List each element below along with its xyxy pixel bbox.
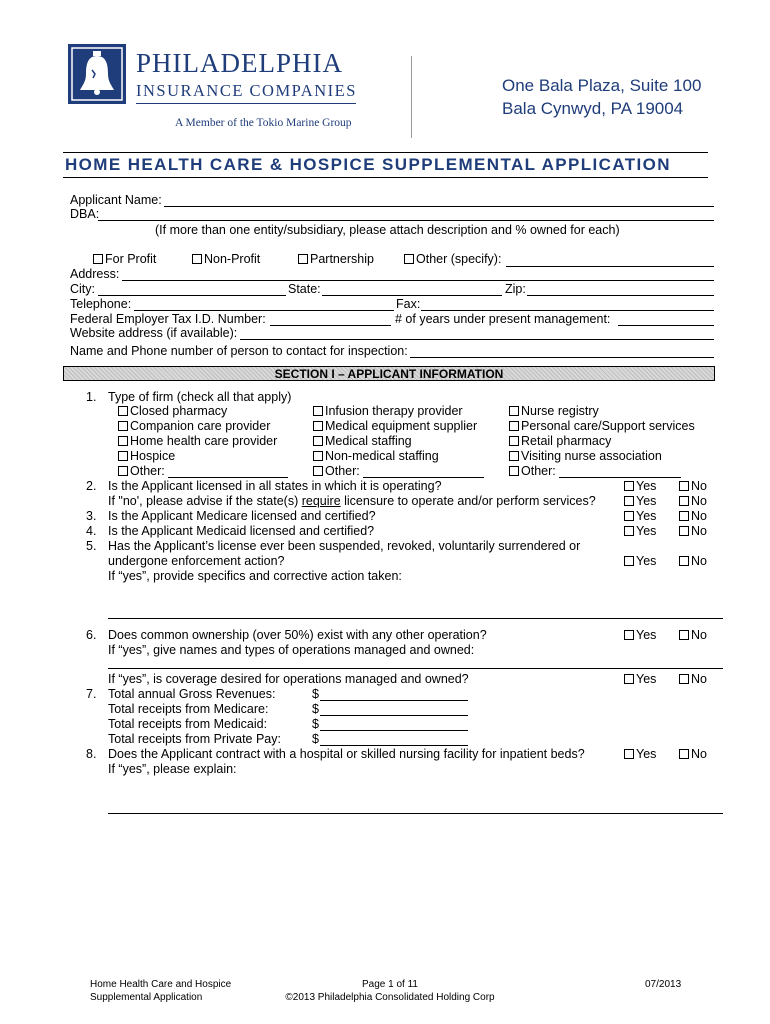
q7-number: 7. (86, 687, 97, 701)
q6-number: 6. (86, 628, 97, 642)
medical-staffing-label: Medical staffing (325, 434, 412, 448)
logo-tagline: A Member of the Tokio Marine Group (175, 117, 352, 129)
telephone-field[interactable] (134, 310, 394, 311)
q8-text: Does the Applicant contract with a hospital or skilled nursing facility for inpatient beds? (108, 747, 585, 761)
checkbox-box[interactable] (624, 630, 634, 640)
page-number: Page 1 of 11 (362, 979, 418, 990)
checkbox-box[interactable] (118, 421, 128, 431)
checkbox-box[interactable] (624, 556, 634, 566)
q3-yes-checkbox[interactable] (624, 509, 656, 523)
home-health-care-checkbox[interactable] (118, 434, 277, 448)
yes-label: Yes (636, 524, 657, 538)
for-profit-checkbox[interactable] (93, 252, 156, 266)
q5-subtext: If “yes”, provide specifics and corrective action taken: (108, 569, 402, 583)
no-label: No (691, 479, 707, 493)
footer-date: 07/2013 (645, 979, 682, 990)
q6-yes-checkbox[interactable] (624, 628, 656, 642)
checkbox-box[interactable] (313, 451, 323, 461)
liberty-bell-logo-icon (68, 44, 126, 104)
q3-number: 3. (86, 509, 97, 523)
applicant-name-field[interactable] (164, 206, 714, 207)
q2-sub-pre: If "no', please advise if the state(s) (108, 494, 302, 508)
q5-text-line1: Has the Applicant’s license ever been suspended, revoked, voluntarily surrendered or (108, 539, 581, 553)
fax-field[interactable] (421, 310, 714, 311)
closed-pharmacy-label: Closed pharmacy (130, 404, 228, 418)
q2-sub-post: licensure to operate and/or perform services? (340, 494, 596, 508)
yes-label: Yes (636, 747, 657, 761)
footer-left-line2: Supplemental Application (90, 992, 203, 1003)
state-field[interactable] (322, 295, 502, 296)
checkbox-box[interactable] (313, 406, 323, 416)
company-address-line2: Bala Cynwyd, PA 19004 (502, 99, 684, 118)
closed-pharmacy-checkbox[interactable] (118, 404, 227, 418)
q1-number: 1. (86, 390, 97, 404)
checkbox-box[interactable] (624, 749, 634, 759)
website-field[interactable] (240, 339, 714, 340)
contact-field[interactable] (410, 357, 714, 358)
other-entity-label: Other (specify): (416, 252, 502, 266)
q2b-no-checkbox[interactable] (679, 494, 707, 508)
dba-field[interactable] (98, 220, 714, 221)
zip-field[interactable] (527, 295, 714, 296)
checkbox-box[interactable] (509, 406, 519, 416)
q2-text: Is the Applicant licensed in all states in which it is operating? (108, 479, 442, 493)
checkbox-box[interactable] (679, 674, 689, 684)
medicare-receipts-label: Total receipts from Medicare: (108, 702, 269, 716)
home-health-care-label: Home health care provider (130, 434, 278, 448)
q6b-no-checkbox[interactable] (679, 672, 707, 686)
private-pay-receipts-label: Total receipts from Private Pay: (108, 732, 281, 746)
q2-yes-checkbox[interactable] (624, 479, 656, 493)
q6-subtext2: If “yes”, is coverage desired for operations managed and owned? (108, 672, 469, 686)
title-rule-top (63, 152, 708, 153)
fein-field[interactable] (270, 325, 391, 326)
logo (68, 44, 126, 107)
q2-sub-underlined: require (301, 494, 341, 508)
yes-label: Yes (636, 672, 657, 686)
q2-no-checkbox[interactable] (679, 479, 707, 493)
fein-label: Federal Employer Tax I.D. Number: (70, 312, 266, 326)
hospice-checkbox[interactable] (118, 449, 175, 463)
checkbox-box[interactable] (509, 466, 519, 476)
q5-no-checkbox[interactable] (679, 554, 707, 568)
companion-care-checkbox[interactable] (118, 419, 270, 433)
footer-left-line1: Home Health Care and Hospice (90, 979, 232, 990)
entity-note: (If more than one entity/subsidiary, please attach description and % owned for each) (155, 223, 620, 237)
years-mgmt-label: # of years under present management: (395, 312, 611, 326)
other-col2-checkbox[interactable] (313, 464, 360, 478)
visiting-nurse-checkbox[interactable] (509, 449, 662, 463)
no-label: No (691, 628, 707, 642)
no-label: No (691, 494, 707, 508)
q8-no-checkbox[interactable] (679, 747, 707, 761)
checkbox-box[interactable] (192, 254, 202, 264)
no-label: No (691, 672, 707, 686)
hospice-label: Hospice (130, 449, 176, 463)
q1-text: Type of firm (check all that apply) (108, 390, 292, 404)
checkbox-box[interactable] (679, 630, 689, 640)
companion-care-label: Companion care provider (130, 419, 271, 433)
city-field[interactable] (98, 295, 286, 296)
checkbox-box[interactable] (313, 466, 323, 476)
q6-answer-field[interactable] (108, 668, 723, 669)
header-vertical-divider (411, 56, 412, 138)
currency-sign: $ (312, 717, 319, 731)
no-label: No (691, 747, 707, 761)
q8-subtext: If “yes”, please explain: (108, 762, 237, 776)
section-heading: SECTION I – APPLICANT INFORMATION (274, 367, 504, 381)
section-heading-bar (63, 366, 715, 381)
other-col3-label: Other: (521, 464, 556, 478)
infusion-therapy-checkbox[interactable] (313, 404, 463, 418)
checkbox-box[interactable] (118, 451, 128, 461)
checkbox-box[interactable] (679, 511, 689, 521)
city-label: City: (70, 282, 95, 296)
checkbox-box[interactable] (404, 254, 414, 264)
other-col1-label: Other: (130, 464, 165, 478)
checkbox-box[interactable] (509, 421, 519, 431)
currency-sign: $ (312, 687, 319, 701)
other-entity-field[interactable] (506, 266, 714, 267)
non-medical-staffing-checkbox[interactable] (313, 449, 439, 463)
checkbox-box[interactable] (679, 556, 689, 566)
fax-label: Fax: (396, 297, 421, 311)
q3-text: Is the Applicant Medicare licensed and certified? (108, 509, 376, 523)
yes-label: Yes (636, 554, 657, 568)
other-col1-checkbox[interactable] (118, 464, 165, 478)
q6-text: Does common ownership (over 50%) exist with any other operation? (108, 628, 487, 642)
other-col2-field[interactable] (363, 477, 484, 478)
zip-label: Zip: (505, 282, 526, 296)
checkbox-box[interactable] (118, 406, 128, 416)
q5-answer-field[interactable] (108, 618, 723, 619)
private-pay-receipts-field[interactable] (320, 745, 468, 746)
non-medical-staffing-label: Non-medical staffing (325, 449, 439, 463)
checkbox-box[interactable] (624, 481, 634, 491)
q6-subtext: If “yes”, give names and types of operations managed and owned: (108, 643, 475, 657)
checkbox-box[interactable] (509, 436, 519, 446)
q8-answer-field[interactable] (108, 813, 723, 814)
medical-equipment-label: Medical equipment supplier (325, 419, 478, 433)
contact-label: Name and Phone number of person to contact for inspection: (70, 344, 408, 358)
checkbox-box[interactable] (624, 526, 634, 536)
other-col3-checkbox[interactable] (509, 464, 556, 478)
q4-no-checkbox[interactable] (679, 524, 707, 538)
address-field[interactable] (122, 280, 714, 281)
nurse-registry-label: Nurse registry (521, 404, 599, 418)
retail-pharmacy-label: Retail pharmacy (521, 434, 612, 448)
personal-care-checkbox[interactable] (509, 419, 695, 433)
gross-revenues-field[interactable] (320, 700, 468, 701)
q4-number: 4. (86, 524, 97, 538)
q8-number: 8. (86, 747, 97, 761)
checkbox-box[interactable] (313, 436, 323, 446)
medicaid-receipts-label: Total receipts from Medicaid: (108, 717, 268, 731)
yes-label: Yes (636, 509, 657, 523)
checkbox-box[interactable] (298, 254, 308, 264)
checkbox-box[interactable] (118, 466, 128, 476)
dba-label: DBA: (70, 207, 100, 221)
telephone-label: Telephone: (70, 297, 132, 311)
yes-label: Yes (636, 628, 657, 642)
medicare-receipts-field[interactable] (320, 715, 468, 716)
nurse-registry-checkbox[interactable] (509, 404, 599, 418)
page-title: HOME HEALTH CARE & HOSPICE SUPPLEMENTAL APPLICATION (65, 155, 671, 174)
other-col3-field[interactable] (559, 477, 681, 478)
q3-no-checkbox[interactable] (679, 509, 707, 523)
retail-pharmacy-checkbox[interactable] (509, 434, 611, 448)
q6b-yes-checkbox[interactable] (624, 672, 656, 686)
website-label: Website address (if available): (70, 326, 238, 340)
other-entity-checkbox[interactable] (404, 252, 501, 266)
copyright: ©2013 Philadelphia Consolidated Holding Corp (285, 992, 495, 1003)
q5-yes-checkbox[interactable] (624, 554, 656, 568)
checkbox-box[interactable] (93, 254, 103, 264)
footer-left (90, 978, 231, 1004)
non-profit-checkbox[interactable] (192, 252, 260, 266)
logo-divider (136, 103, 356, 104)
company-address-line1: One Bala Plaza, Suite 100 (502, 76, 702, 95)
checkbox-box[interactable] (679, 526, 689, 536)
visiting-nurse-label: Visiting nurse association (521, 449, 662, 463)
non-profit-label: Non-Profit (204, 252, 261, 266)
personal-care-label: Personal care/Support services (521, 419, 695, 433)
q5-number: 5. (86, 539, 97, 553)
other-col1-field[interactable] (168, 477, 288, 478)
address-label: Address: (70, 267, 120, 281)
gross-revenues-label: Total annual Gross Revenues: (108, 687, 276, 701)
medical-staffing-checkbox[interactable] (313, 434, 412, 448)
partnership-label: Partnership (310, 252, 374, 266)
medicaid-receipts-field[interactable] (320, 730, 468, 731)
no-label: No (691, 524, 707, 538)
q2-number: 2. (86, 479, 97, 493)
yes-label: Yes (636, 479, 657, 493)
q8-yes-checkbox[interactable] (624, 747, 656, 761)
infusion-therapy-label: Infusion therapy provider (325, 404, 463, 418)
no-label: No (691, 509, 707, 523)
q4-yes-checkbox[interactable] (624, 524, 656, 538)
partnership-checkbox[interactable] (298, 252, 374, 266)
logo-name-bottom: INSURANCE COMPANIES (136, 81, 357, 100)
currency-sign: $ (312, 732, 319, 746)
yes-label: Yes (636, 494, 657, 508)
other-col2-label: Other: (325, 464, 360, 478)
q2-subtext (108, 494, 596, 508)
checkbox-box[interactable] (679, 496, 689, 506)
title-rule-bottom (63, 177, 708, 178)
q6-no-checkbox[interactable] (679, 628, 707, 642)
q2b-yes-checkbox[interactable] (624, 494, 656, 508)
q4-text: Is the Applicant Medicaid licensed and certified? (108, 524, 375, 538)
years-mgmt-field[interactable] (618, 325, 714, 326)
checkbox-box[interactable] (679, 749, 689, 759)
checkbox-box[interactable] (679, 481, 689, 491)
currency-sign: $ (312, 702, 319, 716)
state-label: State: (288, 282, 321, 296)
medical-equipment-checkbox[interactable] (313, 419, 477, 433)
logo-name-top: PHILADELPHIA (136, 48, 343, 78)
checkbox-box[interactable] (313, 421, 323, 431)
footer-center (240, 978, 540, 1004)
checkbox-box[interactable] (624, 511, 634, 521)
applicant-name-label: Applicant Name: (70, 193, 162, 207)
for-profit-label: For Profit (105, 252, 157, 266)
no-label: No (691, 554, 707, 568)
checkbox-box[interactable] (118, 436, 128, 446)
q5-text-line2: undergone enforcement action? (108, 554, 285, 568)
checkbox-box[interactable] (624, 674, 634, 684)
checkbox-box[interactable] (509, 451, 519, 461)
checkbox-box[interactable] (624, 496, 634, 506)
